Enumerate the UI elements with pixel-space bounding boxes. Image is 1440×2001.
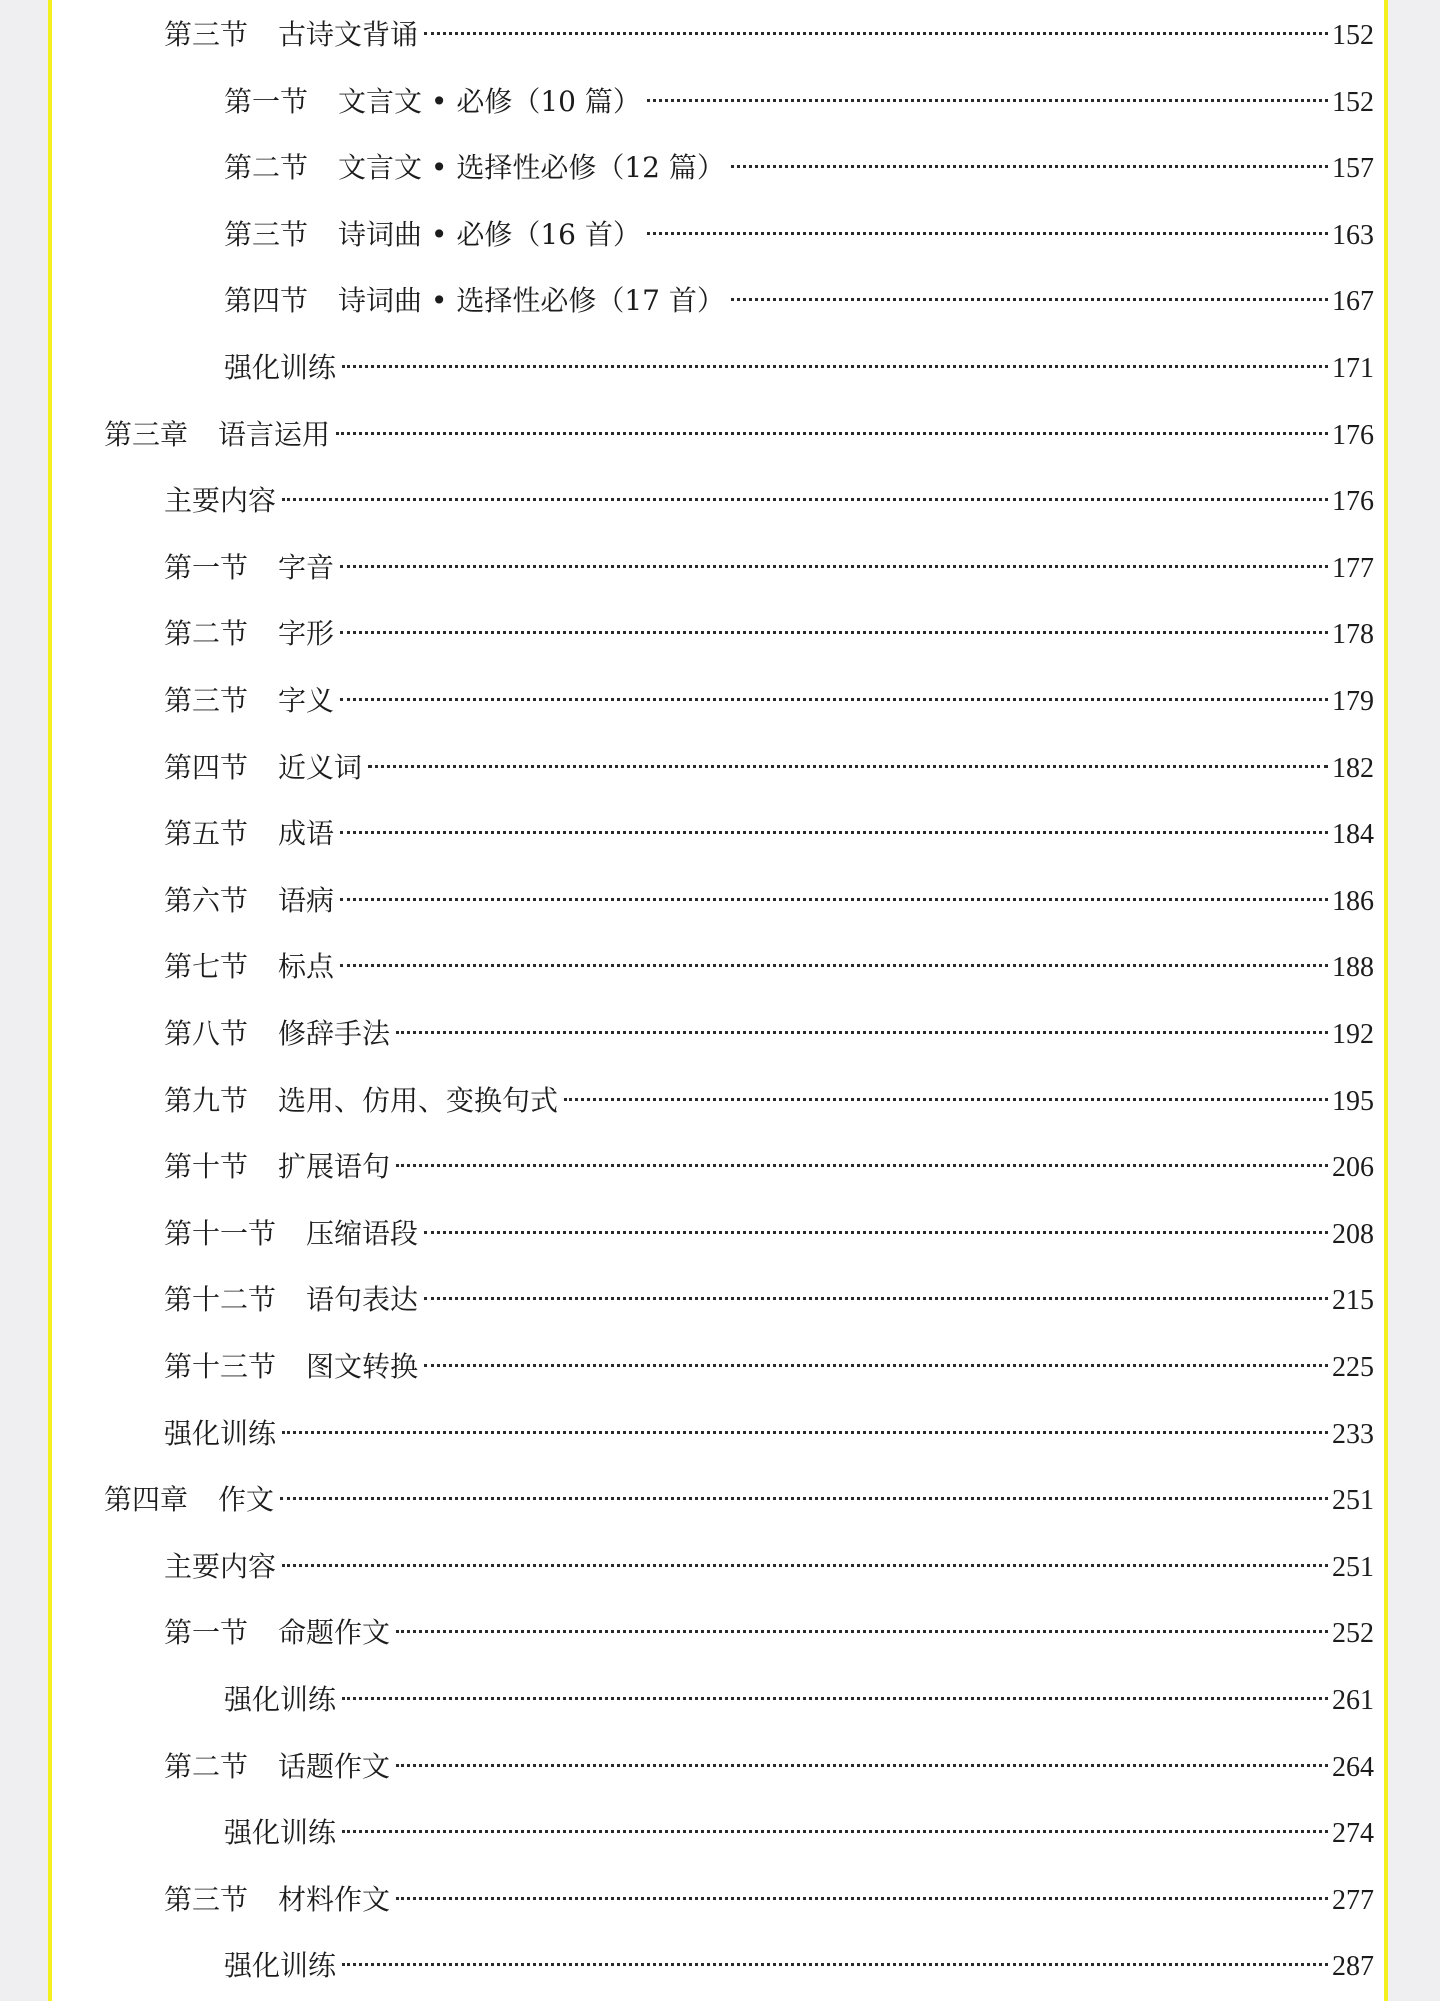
toc-entry-label: 第二节 [224,151,309,184]
toc-entry-title: 语言运用 [218,418,331,451]
toc-entry[interactable] [164,870,1374,917]
toc-entry[interactable] [224,137,1374,184]
toc-entry[interactable] [164,1403,1374,1450]
toc-entry-page-number: 277 [1332,1885,1374,1916]
toc-entry-label: 第四节 [164,751,249,784]
toc-leader-dots [396,1736,1328,1776]
toc-entry-title: 话题作文 [278,1750,391,1783]
toc-entry-label: 第三节 [224,218,309,251]
toc-entry[interactable] [164,1602,1374,1649]
toc-entry-title: 图文转换 [306,1350,419,1383]
toc-entry-label: 第四章 [104,1483,189,1516]
toc-entry-title: 命题作文 [278,1616,391,1649]
toc-entry-title: 语病 [278,884,335,917]
toc-entry-title: 近义词 [278,751,363,784]
toc-entry-label: 第五节 [164,817,249,850]
toc-entry-page-number: 184 [1332,819,1374,850]
toc-entry-label: 第三节 [164,18,249,51]
toc-entry-page-number: 152 [1332,20,1374,51]
toc-entry[interactable] [164,1869,1374,1916]
toc-entry-title: 材料作文 [278,1883,391,1916]
toc-entry[interactable] [104,404,1374,451]
toc-entry[interactable] [164,1070,1374,1117]
toc-leader-dots [396,1869,1328,1909]
toc-entry-page-number: 251 [1332,1552,1374,1583]
toc-entry-label: 第六节 [164,884,249,917]
toc-entry-label: 第二节 [164,1750,249,1783]
toc-leader-dots [280,1469,1328,1509]
toc-entry[interactable] [224,1802,1374,1849]
toc-entry-page-number: 152 [1332,87,1374,118]
toc-entry-title: 主要内容 [164,484,277,517]
toc-entry[interactable] [164,1003,1374,1050]
toc-leader-dots [647,71,1328,111]
toc-leader-dots [396,1003,1328,1043]
toc-entry[interactable] [104,1469,1374,1516]
toc-leader-dots [342,1669,1328,1709]
toc-leader-dots [731,270,1328,310]
toc-entry[interactable] [164,1536,1374,1583]
toc-entry-page-number: 233 [1332,1419,1374,1450]
toc-entry-page-number: 251 [1332,1485,1374,1516]
toc-entry-title: 字形 [278,617,335,650]
toc-leader-dots [340,936,1328,976]
toc-entry-page-number: 208 [1332,1219,1374,1250]
toc-entry-label: 第十一节 [164,1217,277,1250]
toc-entry[interactable] [164,936,1374,983]
toc-entry-title: 文言文 • 选择性必修（12 篇） [338,151,725,184]
toc-entry-title: 强化训练 [224,1816,337,1849]
toc-leader-dots [340,537,1328,577]
toc-entry[interactable] [164,1269,1374,1316]
toc-entry[interactable] [164,603,1374,650]
toc-leader-dots [396,1136,1328,1176]
toc-entry-title: 字义 [278,684,335,717]
toc-entry-page-number: 182 [1332,753,1374,784]
toc-entry-label: 第三节 [164,684,249,717]
toc-entry-page-number: 171 [1332,353,1374,384]
toc-entry-label: 第四节 [224,284,309,317]
toc-entry-title: 语句表达 [306,1283,419,1316]
toc-entry-title: 选用、仿用、变换句式 [278,1084,559,1117]
toc-entry-page-number: 264 [1332,1752,1374,1783]
toc-entry-title: 强化训练 [224,351,337,384]
toc-entry-title: 成语 [278,817,335,850]
toc-leader-dots [282,1403,1328,1443]
toc-entry-title: 修辞手法 [278,1017,391,1050]
toc-leader-dots [342,1935,1328,1975]
toc-entry-title: 文言文 • 必修（10 篇） [338,85,641,118]
toc-entry-page-number: 215 [1332,1285,1374,1316]
toc-entry-label: 第三节 [164,1883,249,1916]
toc-entry[interactable] [224,1935,1374,1982]
toc-entry-page-number: 177 [1332,553,1374,584]
toc-entry-title: 强化训练 [224,1949,337,1982]
toc-entry-title: 强化训练 [224,1683,337,1716]
toc-leader-dots [424,4,1328,44]
toc-entry[interactable] [224,337,1374,384]
toc-entry-label: 第八节 [164,1017,249,1050]
toc-entry-page-number: 252 [1332,1618,1374,1649]
toc-leader-dots [340,603,1328,643]
toc-entry-label: 第七节 [164,950,249,983]
toc-entry-page-number: 192 [1332,1019,1374,1050]
toc-entry-page-number: 157 [1332,153,1374,184]
toc-entry[interactable] [164,1336,1374,1383]
toc-entry-label: 第一节 [164,551,249,584]
toc-leader-dots [282,1536,1328,1576]
toc-leader-dots [424,1336,1328,1376]
toc-entry-page-number: 167 [1332,286,1374,317]
toc-entry[interactable] [224,270,1374,317]
toc-entry[interactable] [164,737,1374,784]
toc-entry-page-number: 206 [1332,1152,1374,1183]
toc-entry[interactable] [164,1203,1374,1250]
toc-entry-page-number: 225 [1332,1352,1374,1383]
toc-entry-label: 第三章 [104,418,189,451]
toc-leader-dots [342,1802,1328,1842]
toc-entry[interactable] [164,803,1374,850]
toc-entry-page-number: 188 [1332,952,1374,983]
toc-entry-title: 强化训练 [164,1417,277,1450]
toc-entry-page-number: 274 [1332,1818,1374,1849]
toc-entry-label: 第一节 [164,1616,249,1649]
toc-leader-dots [342,337,1328,377]
toc-leader-dots [424,1269,1328,1309]
toc-leader-dots [368,737,1328,777]
toc-leader-dots [336,404,1328,444]
toc-entry-page-number: 176 [1332,420,1374,451]
toc-leader-dots [647,204,1328,244]
toc-entry-page-number: 261 [1332,1685,1374,1716]
toc-entry-page-number: 195 [1332,1086,1374,1117]
toc-leader-dots [282,470,1328,510]
toc-entry-title: 字音 [278,551,335,584]
toc-entry-label: 第十三节 [164,1350,277,1383]
toc-entry-title: 扩展语句 [278,1150,391,1183]
toc-leader-dots [340,670,1328,710]
toc-entry[interactable] [164,1136,1374,1183]
toc-entry[interactable] [224,1669,1374,1716]
toc-leader-dots [424,1203,1328,1243]
toc-entry-label: 第二节 [164,617,249,650]
toc-entry-label: 第十节 [164,1150,249,1183]
toc-entry-label: 第九节 [164,1084,249,1117]
toc-leader-dots [340,870,1328,910]
toc-entry[interactable] [164,470,1374,517]
toc-leader-dots [340,803,1328,843]
toc-leader-dots [396,1602,1328,1642]
toc-entry-title: 压缩语段 [306,1217,419,1250]
toc-entry[interactable] [224,71,1374,118]
toc-entry-title: 作文 [218,1483,275,1516]
toc-entry-page-number: 287 [1332,1951,1374,1982]
toc-entry-page-number: 179 [1332,686,1374,717]
toc-entry[interactable] [164,1736,1374,1783]
toc-entry[interactable] [164,670,1374,717]
toc-entry-label: 第一节 [224,85,309,118]
toc-entry-label: 第十二节 [164,1283,277,1316]
toc-entry[interactable] [164,537,1374,584]
toc-leader-dots [564,1070,1328,1110]
toc-entry-title: 古诗文背诵 [278,18,419,51]
toc-entry-page-number: 163 [1332,220,1374,251]
toc-entry[interactable] [224,204,1374,251]
toc-entry-page-number: 176 [1332,486,1374,517]
toc-entry-title: 主要内容 [164,1550,277,1583]
toc-leader-dots [731,137,1328,177]
toc-entry-title: 诗词曲 • 必修（16 首） [338,218,641,251]
toc-entry[interactable] [164,4,1374,51]
document-page [48,0,1388,2001]
toc-entry-title: 标点 [278,950,335,983]
toc-entry-title: 诗词曲 • 选择性必修（17 首） [338,284,725,317]
toc-entry-page-number: 178 [1332,619,1374,650]
toc-entry-page-number: 186 [1332,886,1374,917]
